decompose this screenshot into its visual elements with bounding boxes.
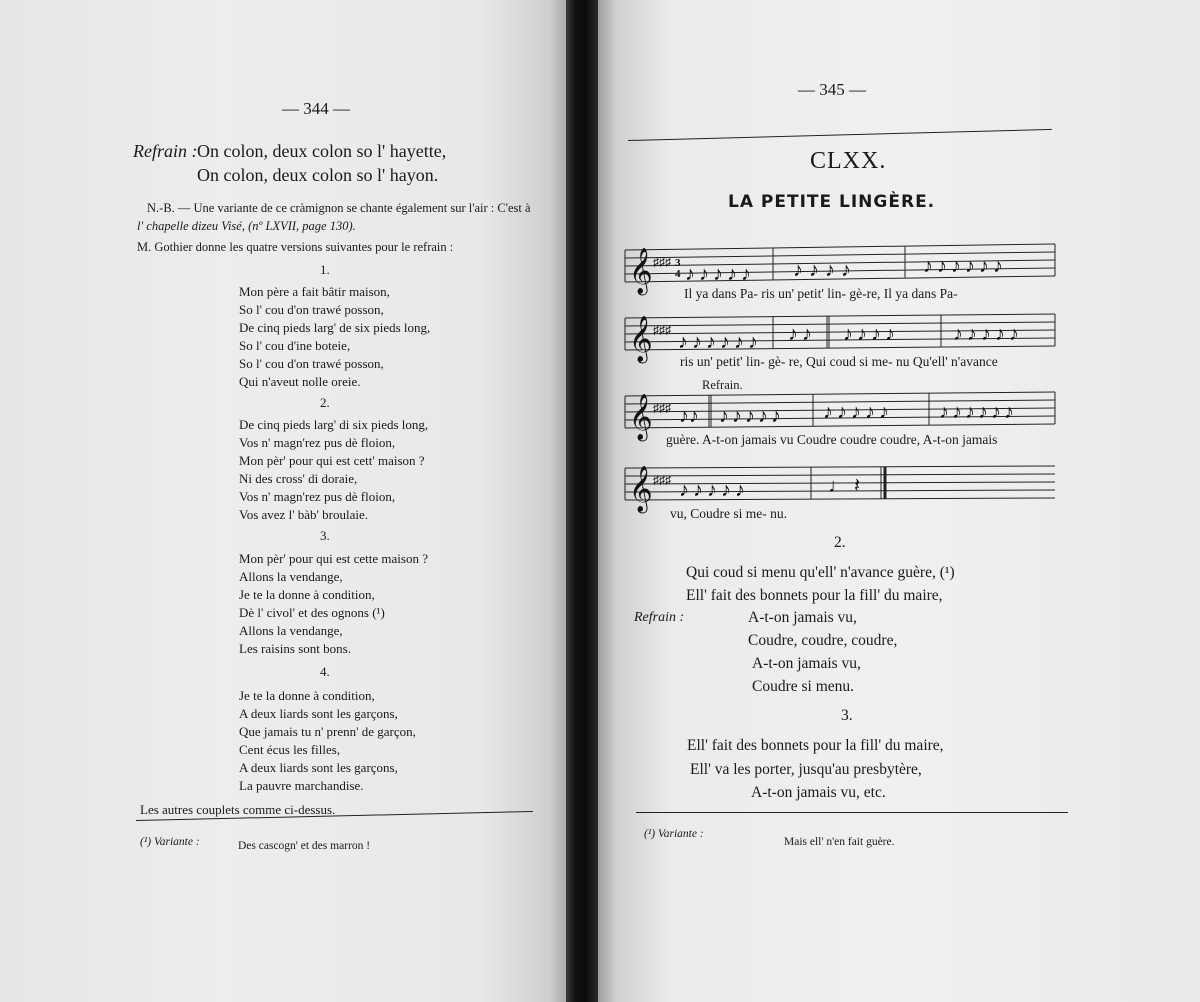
footnote-marker: (¹) Variante : (644, 828, 704, 840)
verse-line: A deux liards sont les garçons, (239, 706, 398, 721)
stanza-number: 2. (834, 534, 846, 551)
header-rule (628, 129, 1052, 141)
verse-line: Qui n'aveut nolle oreie. (239, 374, 361, 389)
svg-text:𝄞: 𝄞 (629, 466, 653, 511)
page-number: — 345 — (798, 80, 866, 99)
stanza-line: Ell' va les porter, jusqu'au presbytère, (690, 761, 922, 778)
music-lyric-line: guère. A-t-on jamais vu Coudre coudre coudre, A-t-on jamais (666, 432, 998, 447)
verse-line: Vos n' magn'rez pus dè floion, (239, 489, 396, 504)
book-gutter (566, 0, 598, 1002)
svg-text:3: 3 (675, 257, 681, 269)
stanza-line: A-t-on jamais vu, etc. (751, 784, 886, 801)
svg-text:♪♪♪♪♪♪: ♪♪♪♪♪♪ (678, 331, 762, 353)
svg-text:𝄞: 𝄞 (629, 316, 653, 361)
version-number: 1. (320, 262, 330, 277)
verse-line: Que jamais tu n' prenn' de garçon, (239, 724, 416, 739)
svg-text:♪♪♪♪♪: ♪♪♪♪♪ (953, 323, 1023, 345)
svg-text:♪♪♪♪♪: ♪♪♪♪♪ (679, 479, 749, 501)
verse-line: Les raisins sont bons. (239, 641, 351, 656)
svg-text:𝄞: 𝄞 (629, 394, 653, 439)
svg-text:♯♯♯: ♯♯♯ (653, 255, 671, 269)
notes: ♪♪♪♪♪ (685, 263, 755, 285)
right-page (598, 0, 1200, 1002)
verse-line: De cinq pieds larg' di six pieds long, (239, 417, 429, 432)
verse-line: So l' cou d'on trawé posson, (239, 356, 384, 371)
svg-text:𝄞: 𝄞 (629, 248, 653, 294)
footnote-marker: (¹) Variante : (140, 836, 200, 848)
footnote-divider (636, 812, 1068, 813)
version-number: 4. (320, 664, 330, 679)
stanza-line: Ell' fait des bonnets pour la fill' du maire, (686, 587, 943, 604)
music-lyric-line: Il ya dans Pa- ris un' petit' lin- gè-re, Il ya dans Pa- (684, 286, 958, 301)
refrain-label: Refrain : (634, 610, 685, 625)
svg-text:♪♪♪♪♪: ♪♪♪♪♪ (719, 405, 784, 427)
version-number: 2. (320, 395, 330, 410)
svg-text:♪♪♪♪: ♪♪♪♪ (793, 259, 857, 281)
svg-text:♯♯♯: ♯♯♯ (653, 323, 671, 337)
verse-line: Allons la vendange, (239, 569, 343, 584)
verse-line: So l' cou d'ine boteie, (239, 338, 351, 353)
left-page (0, 0, 566, 1002)
song-title: LA PETITE LINGÈRE. (728, 192, 936, 212)
verse-line: Cent écus les filles, (239, 742, 341, 757)
verse-line: Mon père a fait bâtir maison, (239, 284, 390, 299)
refrain-line: A-t-on jamais vu, (752, 655, 861, 672)
svg-text:♪♪♪♪: ♪♪♪♪ (843, 323, 899, 345)
svg-text:♯♯♯: ♯♯♯ (653, 401, 671, 415)
gothier-note: M. Gothier donne les quatre versions suivantes pour le refrain : (137, 240, 454, 254)
footnote-text: Mais ell' n'en fait guère. (784, 836, 895, 848)
page-number: — 344 — (282, 99, 350, 118)
svg-text:4: 4 (675, 268, 681, 280)
verse-line: Mon pèr' pour qui est cette maison ? (239, 551, 428, 566)
svg-text:♪♪♪♪♪: ♪♪♪♪♪ (823, 401, 893, 423)
verse-line: Dè l' civol' et des ognons (¹) (239, 605, 385, 620)
verse-line: A deux liards sont les garçons, (239, 760, 398, 775)
version-number: 3. (320, 528, 330, 543)
stanza-line: Ell' fait des bonnets pour la fill' du maire, (687, 737, 944, 754)
refrain-line: Coudre si menu. (752, 678, 855, 695)
refrain-line: On colon, deux colon so l' hayette, (197, 141, 447, 161)
svg-text:♪♪: ♪♪ (788, 323, 816, 345)
nb-note: N.-B. — Une variante de ce cràmignon se chante également sur l'air : C'est à (147, 201, 531, 215)
svg-text:♯♯♯: ♯♯♯ (653, 473, 671, 487)
verse-line: Vos n' magn'rez pus dè floion, (239, 435, 396, 450)
footnote-text: Des cascogn' et des marron ! (238, 840, 371, 852)
refrain-line: A-t-on jamais vu, (748, 609, 857, 626)
music-lyric-line: ris un' petit' lin- gè- re, Qui coud si me- nu Qu'ell' n'avance (680, 354, 998, 369)
refrain-line: On colon, deux colon so l' hayon. (197, 165, 439, 185)
verse-line: Vos avez l' bàb' broulaie. (239, 507, 368, 522)
nb-note-continued: l' chapelle dizeu Visé, (nº LXVII, page 130). (137, 219, 356, 233)
refrain-marker: Refrain. (702, 378, 743, 392)
verse-line: Ni des cross' di doraie, (239, 471, 358, 486)
verse-line: Allons la vendange, (239, 623, 343, 638)
refrain-label: Refrain : (133, 141, 198, 161)
refrain-line: Coudre, coudre, coudre, (748, 632, 898, 649)
closing-line: Les autres couplets comme ci-dessus. (140, 802, 336, 817)
verse-line: Je te la donne à condition, (239, 587, 375, 602)
verse-line: Je te la donne à condition, (239, 688, 375, 703)
svg-text:♪♪♪♪♪♪: ♪♪♪♪♪♪ (923, 255, 1007, 277)
stanza-line: Qui coud si menu qu'ell' n'avance guère, (¹) (686, 564, 955, 581)
verse-line: Mon pèr' pour qui est cett' maison ? (239, 453, 425, 468)
svg-text:♪♪♪♪♪♪: ♪♪♪♪♪♪ (939, 401, 1017, 423)
stanza-number: 3. (841, 707, 853, 724)
verse-line: La pauvre marchandise. (239, 778, 364, 793)
music-lyric-line: vu, Coudre si me- nu. (670, 506, 787, 521)
verse-line: So l' cou d'on trawé posson, (239, 302, 384, 317)
song-number: CLXX. (810, 148, 887, 174)
verse-line: De cinq pieds larg' de six pieds long, (239, 320, 431, 335)
svg-text:♩𝄽: ♩𝄽 (828, 475, 867, 497)
svg-text:♪♪: ♪♪ (679, 405, 699, 427)
